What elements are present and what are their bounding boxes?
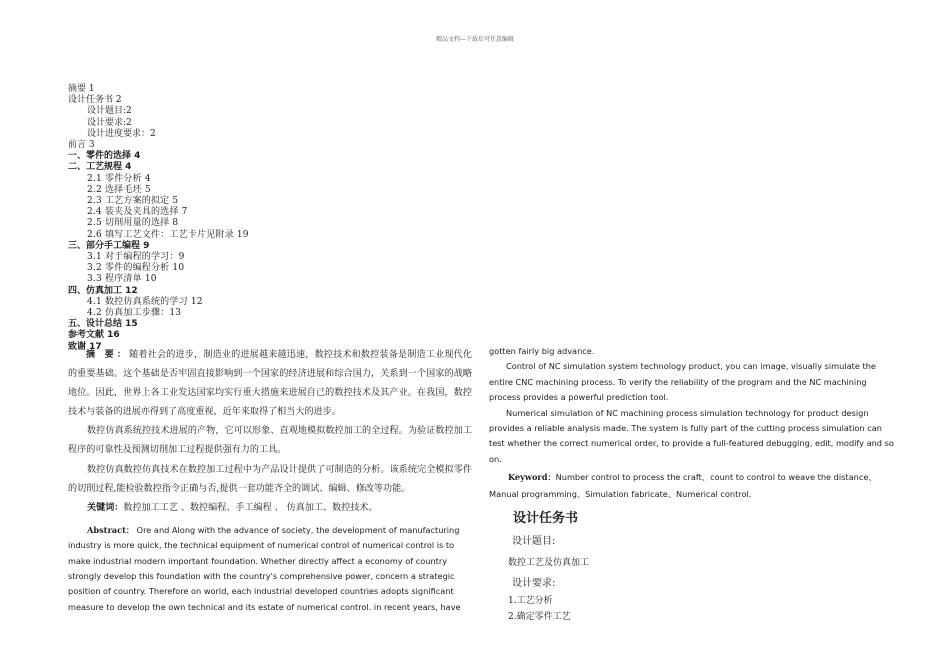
toc-entry[interactable]: 4.2 仿真加工步骤：13 [87, 308, 182, 319]
toc-entry[interactable]: 4.1 数控仿真系统的学习 12 [87, 296, 203, 307]
keywords-cn-label: 关键词： [87, 502, 124, 513]
left-column [68, 346, 472, 615]
toc-entry[interactable]: 参考文献 16 [68, 330, 120, 341]
toc-entry[interactable]: 3.3 程序清单 10 [87, 274, 157, 285]
task-subject: 数控工艺及仿真加工 [508, 558, 590, 569]
abstract-cn-label: 摘 要： [86, 350, 130, 360]
toc-entry[interactable]: 摘要 1 [68, 84, 95, 94]
abstract-cn-paragraph-2: 数控仿真系统控技术进展的产物，它可以形象、直观地模拟数控加工的全过程。为验证数控加工程序的可靠性及预测切削加工过程提供强有力的工具。 [68, 426, 472, 456]
right-column [489, 344, 895, 625]
toc-entry[interactable]: 3.1 对于编程的学习：9 [87, 252, 185, 263]
page-header: 精品文档---下载后可任意编辑 [435, 36, 515, 43]
keywords-en [489, 469, 895, 503]
abstract-en-label: Abstract： [87, 524, 135, 535]
keywords-en-label: Keyword： [508, 472, 556, 483]
toc-entry[interactable]: 设计进度要求：2 [87, 128, 156, 139]
abstract-en-text-1: Ore and Along with the advance of society, the development of manufacturing industry is more quick, the technical equipment of numerical control of numerical control is to make industrial modern important foundation. Whether directly affect a economy of country strongly develop this foundation with the country's comprehensive power, concern a strategic position of country. Therefore on world, each industrial developed countries adopts significant measure to develop the own technical and its estate of numerical control. in recent years, have [68, 524, 461, 612]
toc-entry[interactable]: 前言 3 [68, 140, 95, 151]
toc-entry[interactable]: 2.6 填写工艺文件：工艺卡片见附录 19 [87, 229, 249, 240]
task-subject-label: 设计题目: [512, 536, 556, 548]
toc-entry[interactable]: 设计要求:2 [87, 117, 132, 128]
abstract-en-paragraph-2: Control of NC simulation system technology product, you can image, visually simulate the entire CNC machining process. To verify the reliability of the program and the NC machining process provides a powerful prediction tool. [489, 361, 876, 403]
task-title: 设计任务书 [513, 511, 579, 527]
toc-entry[interactable]: 一、零件的选择 4 [68, 151, 141, 162]
toc-entry[interactable]: 四、仿真加工 12 [68, 285, 138, 296]
toc-entry[interactable]: 二、工艺规程 4 [68, 162, 132, 173]
toc-entry[interactable]: 2.5 切削用量的选择 8 [87, 218, 179, 229]
keywords-cn-text: 数控加工工艺 、数控编程、手工编程 、 仿真加工、数控技术。 [123, 502, 378, 513]
toc-entry[interactable]: 三、部分手工编程 9 [68, 240, 150, 251]
toc-entry[interactable]: 2.3 工艺方案的拟定 5 [87, 196, 179, 207]
abstract-cn-paragraph-1 [68, 346, 472, 422]
abstract-cn-paragraph-3: 数控仿真数控仿真技术在数控加工过程中为产品设计提供了可制造的分析。该系统完全模拟零件的切削过程,能检验数控指令正确与否,提供一套功能齐全的调试、编辑、修改等功能。 [68, 464, 472, 494]
task-item: 1.工艺分析 [508, 596, 553, 607]
abstract-en-paragraph-1-cont: gotten fairly big advance. [489, 346, 595, 356]
keywords-cn [68, 499, 472, 518]
toc-entry[interactable]: 2.4 装夹及夹具的选择 7 [87, 207, 188, 218]
abstract-cn-text-1: 随着社会的进步，制造业的进展越来越迅速，数控技术和数控装备是制造工业现代化的重要基础。这个基础是否牢固直接影响到一个国家的经济进展和综合国力，关系到一个国家的战略地位。因此，世界上各工业发达国家均实行重大措施来进展自己的数控技术及其产业。在我国，数控技术与装备的进展亦得到了高度重视，近年来取得了相当大的进步。 [68, 350, 472, 418]
toc-entry[interactable]: 2.1 零件分析 4 [87, 173, 151, 184]
toc-entry[interactable]: 五、设计总结 15 [68, 319, 138, 330]
toc-entry[interactable]: 设计任务书 2 [68, 95, 122, 106]
task-item: 2.确定零件工艺 [508, 612, 571, 623]
task-requirements-label: 设计要求: [512, 578, 556, 590]
toc-entry[interactable]: 2.2 选择毛坯 5 [87, 184, 151, 195]
keywords-en-text: Number control to process the craft、count to control to weave the distance、Manual programming、Simulation fabricate、Numerical control. [489, 472, 877, 500]
toc-entry[interactable]: 3.2 零件的编程分析 10 [87, 263, 185, 274]
toc-entry[interactable]: 致谢 17 [68, 341, 102, 352]
toc-entry[interactable]: 设计题目:2 [87, 106, 132, 117]
table-of-contents [68, 84, 468, 353]
abstract-en-paragraph-3: Numerical simulation of NC machining process simulation technology for product design provides a reliable analysis made. The system is fully part of the cutting process simulation can test whether the correct numerical order, to provide a full-featured debugging, edit, modify and so on. [489, 407, 894, 464]
abstract-en-paragraph-1 [68, 523, 472, 615]
